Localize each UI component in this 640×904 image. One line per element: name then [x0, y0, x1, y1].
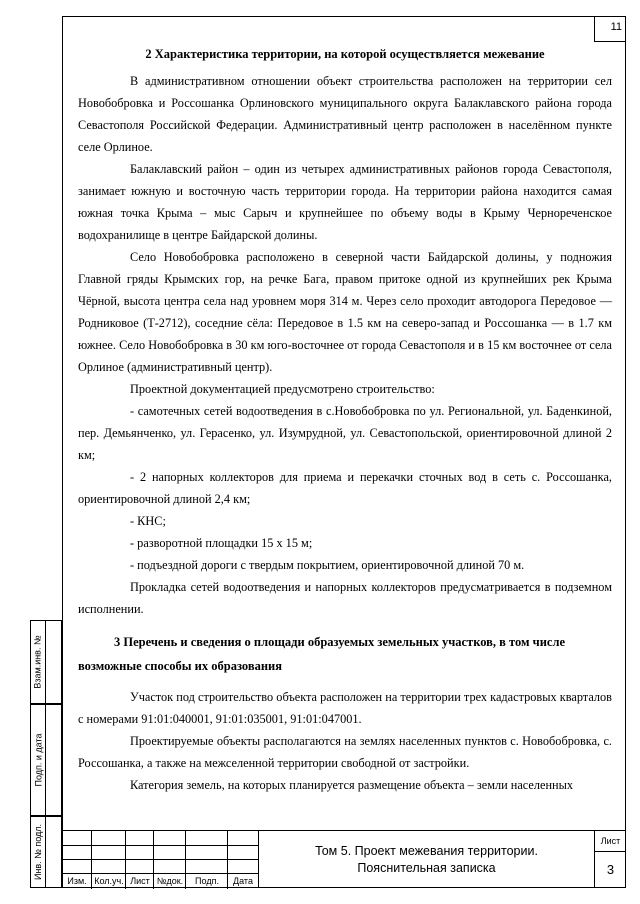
stamp-header-izm: Изм. [67, 876, 87, 886]
section-2-text [78, 70, 612, 620]
paragraph: Село Новобобровка расположено в северной части Байдарской долины, у подножия Главной гряды Крымских гор, на речке Бага, правом притоке одной из крупнейших рек Крыма Чёрной, высота центра села над уровнем моря 314 м. Через село проходит автодорога Передовое — Родниковое (Т-2712), соседние сёла: Передовое в 1.5 км на северо-запад и Россошанка — в 1.7 км южнее. Село Новобобровка в 30 км юго-восточнее от города Севастополя и в 15 км восточнее от села Орлиное (административный центр). [78, 250, 612, 374]
list-item: - 2 напорных коллекторов для приема и перекачки сточных вод в сеть с. Россошанка, ориентировочной длиной 2,4 км; [78, 470, 612, 506]
stamp-header-data: Дата [233, 876, 253, 886]
sheet-label: Лист [595, 831, 626, 852]
stamp-header-podp: Подп. [195, 876, 219, 886]
stamp-title [258, 830, 594, 888]
paragraph: Балаклавский район – один из четырех административных районов города Севастополя, занимает южную и восточную часть территории города. На территории района находится самая южная точка Крыма – мыс Сарыч и крупнейшее по объему воды в Крыму Чернореченское водохранилище в центре Байдарской долины. [78, 162, 612, 242]
stamp-title-line-2: Пояснительная записка [357, 860, 496, 875]
stamp-title-line-1: Том 5. Проект межевания территории. [315, 843, 538, 858]
section-3-text [78, 686, 612, 796]
paragraph: В административном отношении объект строительства расположен на территории сел Новобобровка и Россошанка Орлиновского муниципального округа Балаклавского района города Севастополя Российской Федерации. Административный центр расположен в населённом пункте селе Орлиное. [78, 74, 612, 154]
left-stamp-column [30, 620, 62, 888]
stamp-header-kol: Кол.уч. [94, 876, 124, 886]
stamp-header-ndok: №док. [156, 876, 184, 886]
paragraph: Категория земель, на которых планируется размещение объекта – земли населенных [130, 778, 574, 792]
paragraph: Прокладка сетей водоотведения и напорных коллекторов предусматривается в подземном исполнении. [78, 580, 612, 616]
paragraph: Участок под строительство объекта расположен на территории трех кадастровых кварталов с номерами 91:01:040001, 91:01:035001, 91:01:047001. [78, 690, 612, 726]
sheet-number: 3 [606, 862, 615, 877]
stamp-header-list: Лист [130, 876, 150, 886]
inv-podl-label: Инв. № подл. [33, 823, 43, 881]
sheet-cell [594, 830, 626, 888]
document-body [78, 44, 612, 796]
list-item: - разворотной площадки 15 х 15 м; [130, 536, 313, 550]
section-3-title: 3 Перечень и сведения о площади образуемых земельных участков, в том числе возможные способы их образования [78, 635, 566, 673]
podp-data-label: Подп. и дата [33, 733, 44, 787]
list-item: - КНС; [130, 514, 166, 528]
list-item: - подъездной дороги с твердым покрытием, ориентировочной длиной 70 м. [130, 558, 525, 572]
paragraph: Проектируемые объекты располагаются на землях населенных пунктов с. Новобобровка, с. Россошанка, а также на межселенной территории свободной от застройки. [78, 734, 612, 770]
paragraph: Проектной документацией предусмотрено строительство: [130, 382, 435, 396]
list-item: - самотечных сетей водоотведения в с.Новобобровка по ул. Региональной, ул. Баденкиной, пер. Демьянченко, ул. Герасенко, ул. Изумрудной, ул. Севастопольской, ориентировочной длиной 2 км; [78, 404, 612, 462]
title-block [62, 830, 626, 888]
top-page-number: 11 [594, 16, 626, 42]
section-2-title: 2 Характеристика территории, на которой осуществляется межевание [145, 47, 545, 61]
vzam-inv-label: Взам.инв. № [33, 635, 44, 689]
